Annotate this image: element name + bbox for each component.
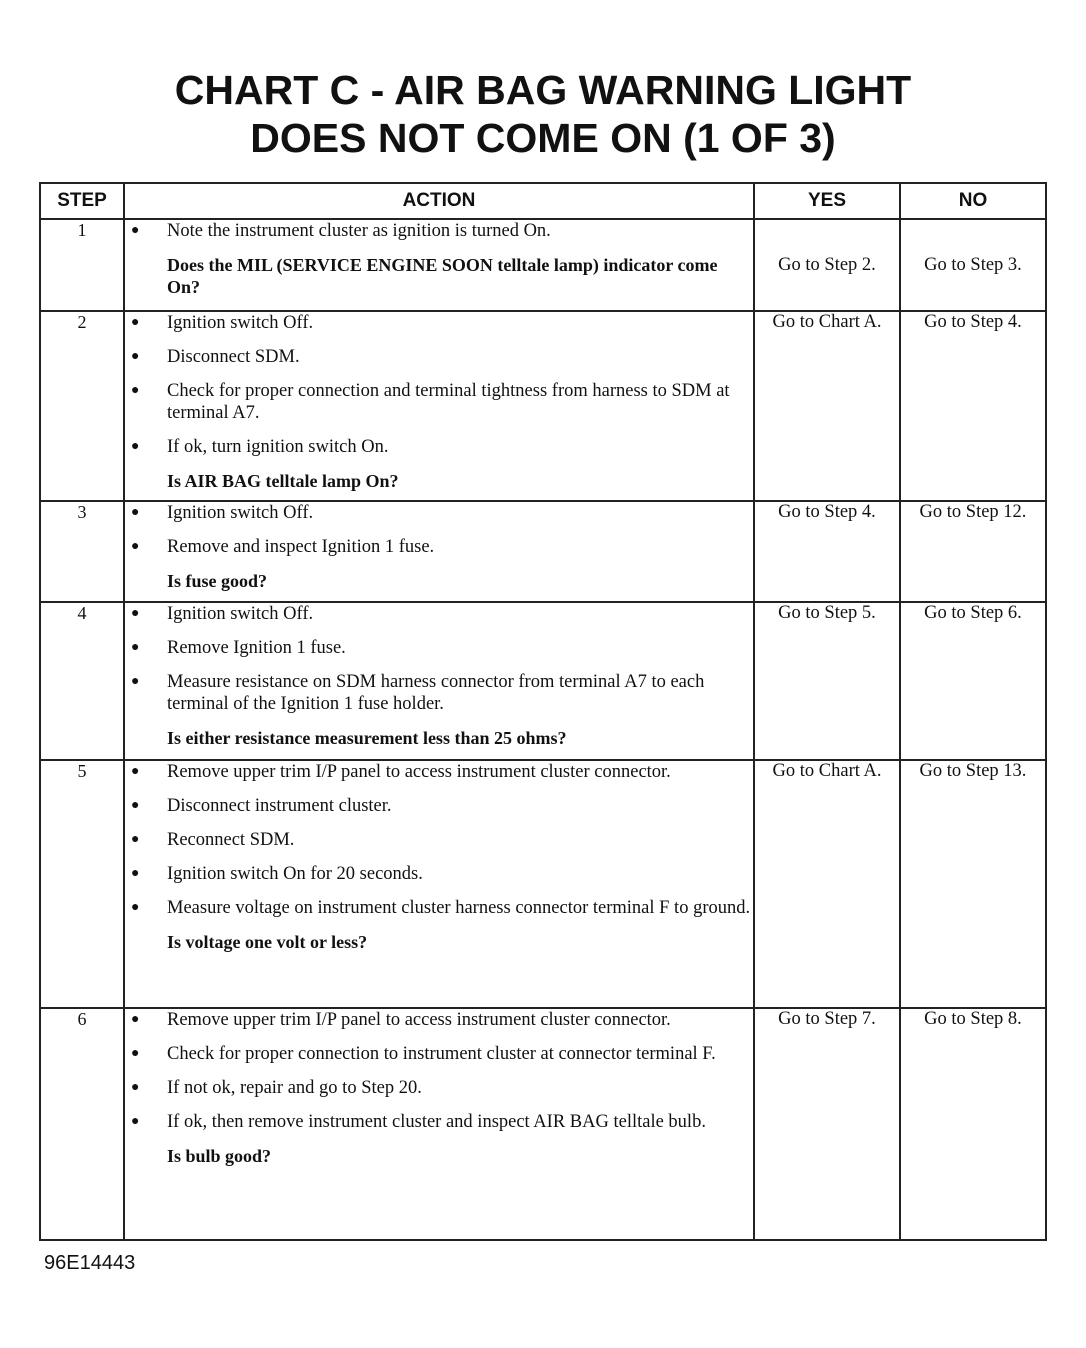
action-cell xyxy=(124,311,754,501)
yes-result: Go to Step 2. xyxy=(754,219,900,311)
action-cell xyxy=(124,602,754,760)
action-item xyxy=(125,312,753,334)
action-item-text: Reconnect SDM. xyxy=(167,830,295,850)
action-item xyxy=(125,380,753,424)
action-item-text: Disconnect SDM. xyxy=(167,347,300,367)
action-cell xyxy=(124,760,754,1008)
action-item-text: Measure voltage on instrument cluster harness connector terminal F to ground. xyxy=(167,898,751,918)
action-item xyxy=(125,897,753,919)
diagnostic-table xyxy=(39,182,1047,1241)
bullet-icon: ● xyxy=(131,349,140,364)
action-item-text: Check for proper connection and terminal tightness from harness to SDM at terminal A7. xyxy=(167,381,730,423)
action-item-text: Remove upper trim I/P panel to access instrument cluster connector. xyxy=(167,762,671,782)
bullet-icon: ● xyxy=(131,1114,140,1129)
action-item xyxy=(125,536,753,558)
action-cell xyxy=(124,219,754,311)
bullet-icon: ● xyxy=(131,1046,140,1061)
table-row xyxy=(40,1008,1046,1240)
action-item xyxy=(125,761,753,783)
chart-title-line-1: CHART C - AIR BAG WARNING LIGHT xyxy=(174,67,912,113)
action-item-text: Remove Ignition 1 fuse. xyxy=(167,638,346,658)
action-item-text: Remove and inspect Ignition 1 fuse. xyxy=(167,537,435,557)
bullet-icon: ● xyxy=(131,606,140,621)
action-item-text: Ignition switch Off. xyxy=(167,503,314,523)
bullet-icon: ● xyxy=(131,383,140,398)
bullet-icon: ● xyxy=(131,1012,140,1027)
action-item-text: If not ok, repair and go to Step 20. xyxy=(167,1078,422,1098)
action-item xyxy=(125,829,753,851)
action-item xyxy=(125,795,753,817)
action-cell xyxy=(124,501,754,602)
action-item xyxy=(125,1043,753,1065)
step-number: 4 xyxy=(40,602,124,760)
step-number: 5 xyxy=(40,760,124,1008)
header-step: STEP xyxy=(40,183,124,219)
action-item xyxy=(125,346,753,368)
bullet-icon: ● xyxy=(131,439,140,454)
action-item xyxy=(125,863,753,885)
table-row xyxy=(40,602,1046,760)
action-item xyxy=(125,436,753,458)
bullet-icon: ● xyxy=(131,315,140,330)
action-question: Does the MIL (SERVICE ENGINE SOON telltale lamp) indicator come On? xyxy=(167,255,718,297)
action-question: Is AIR BAG telltale lamp On? xyxy=(167,471,399,491)
bullet-icon: ● xyxy=(131,900,140,915)
no-result: Go to Step 4. xyxy=(900,311,1046,501)
bullet-icon: ● xyxy=(131,866,140,881)
action-item-text: Ignition switch Off. xyxy=(167,604,314,624)
bullet-icon: ● xyxy=(131,640,140,655)
bullet-icon: ● xyxy=(131,764,140,779)
action-question: Is bulb good? xyxy=(167,1146,272,1166)
action-item xyxy=(125,637,753,659)
table-body xyxy=(40,219,1046,1240)
action-cell xyxy=(124,1008,754,1240)
chart-title xyxy=(0,66,1086,162)
yes-result: Go to Chart A. xyxy=(754,760,900,1008)
action-item-text: Ignition switch On for 20 seconds. xyxy=(167,864,423,884)
no-result: Go to Step 12. xyxy=(900,501,1046,602)
action-item xyxy=(125,1111,753,1133)
no-result: Go to Step 8. xyxy=(900,1008,1046,1240)
no-result: Go to Step 13. xyxy=(900,760,1046,1008)
bullet-icon: ● xyxy=(131,223,140,238)
action-item xyxy=(125,220,753,242)
bullet-icon: ● xyxy=(131,832,140,847)
header-action: ACTION xyxy=(124,183,754,219)
step-number: 2 xyxy=(40,311,124,501)
action-item xyxy=(125,502,753,524)
table-row xyxy=(40,760,1046,1008)
action-item xyxy=(125,1009,753,1031)
table-row xyxy=(40,219,1046,311)
header-yes: YES xyxy=(754,183,900,219)
step-number: 6 xyxy=(40,1008,124,1240)
action-item xyxy=(125,603,753,625)
action-item-text: Ignition switch Off. xyxy=(167,313,314,333)
yes-result: Go to Step 4. xyxy=(754,501,900,602)
action-item xyxy=(125,1077,753,1099)
bullet-icon: ● xyxy=(131,1080,140,1095)
action-item-text: If ok, turn ignition switch On. xyxy=(167,437,389,457)
action-item-text: Remove upper trim I/P panel to access instrument cluster connector. xyxy=(167,1010,671,1030)
table-row xyxy=(40,311,1046,501)
bullet-icon: ● xyxy=(131,674,140,689)
document-number: 96E14443 xyxy=(44,1252,136,1274)
action-item-text: Check for proper connection to instrument cluster at connector terminal F. xyxy=(167,1044,716,1064)
bullet-icon: ● xyxy=(131,539,140,554)
no-result: Go to Step 6. xyxy=(900,602,1046,760)
bullet-icon: ● xyxy=(131,798,140,813)
yes-result: Go to Step 7. xyxy=(754,1008,900,1240)
chart-title-line-2: DOES NOT COME ON (1 OF 3) xyxy=(250,115,836,161)
table-row xyxy=(40,501,1046,602)
yes-result: Go to Chart A. xyxy=(754,311,900,501)
action-item-text: If ok, then remove instrument cluster and inspect AIR BAG telltale bulb. xyxy=(167,1112,706,1132)
bullet-icon: ● xyxy=(131,505,140,520)
action-item-text: Note the instrument cluster as ignition is turned On. xyxy=(167,221,551,241)
table-header-row xyxy=(40,183,1046,219)
step-number: 3 xyxy=(40,501,124,602)
step-number: 1 xyxy=(40,219,124,311)
action-item xyxy=(125,671,753,715)
no-result: Go to Step 3. xyxy=(900,219,1046,311)
header-no: NO xyxy=(900,183,1046,219)
yes-result: Go to Step 5. xyxy=(754,602,900,760)
action-question: Is either resistance measurement less than 25 ohms? xyxy=(167,728,567,748)
action-item-text: Disconnect instrument cluster. xyxy=(167,796,392,816)
action-question: Is fuse good? xyxy=(167,571,268,591)
action-question: Is voltage one volt or less? xyxy=(167,932,368,952)
action-item-text: Measure resistance on SDM harness connector from terminal A7 to each terminal of the Ignition 1 fuse holder. xyxy=(167,672,705,714)
